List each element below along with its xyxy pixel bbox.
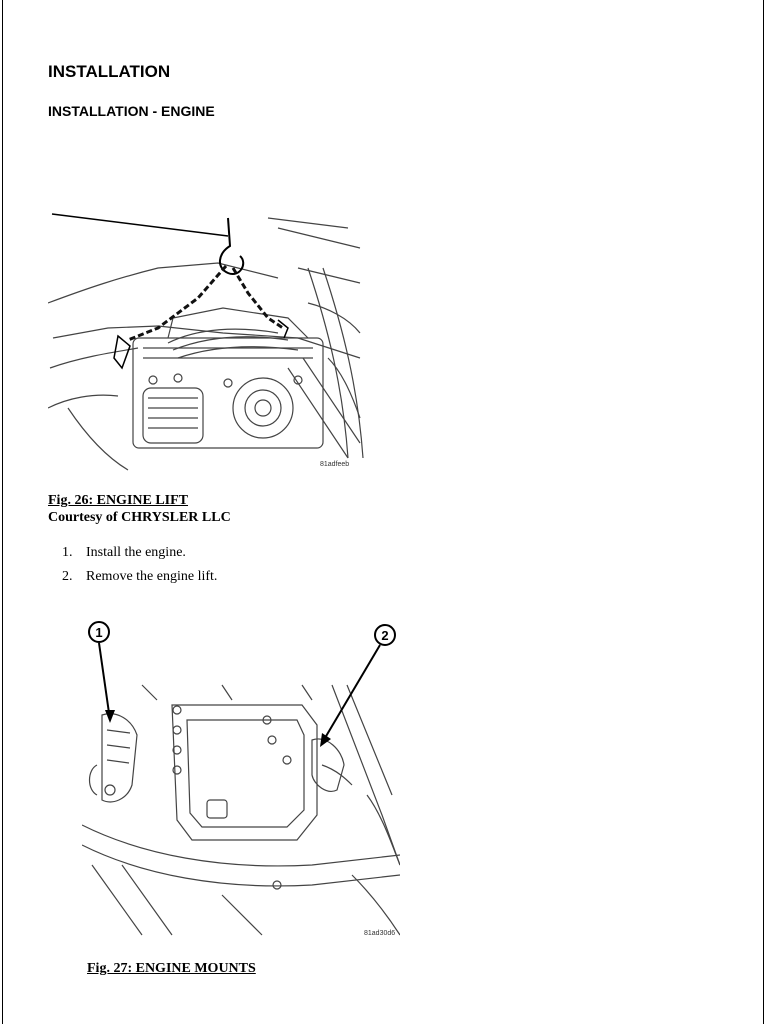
engine-mounts-figure xyxy=(82,615,400,940)
callout-2-label: 2 xyxy=(381,628,389,643)
figure1-caption-block xyxy=(48,492,231,526)
figure2-image-code: 81ad30d6 xyxy=(364,930,396,937)
engine-lift-illustration xyxy=(48,208,368,473)
step-text: Remove the engine lift. xyxy=(86,569,218,584)
page-right-border xyxy=(763,0,764,1024)
subsection-title: INSTALLATION - ENGINE xyxy=(48,103,215,119)
callout-1-label: 1 xyxy=(95,625,103,640)
step-number: 1. xyxy=(62,545,73,560)
step-number: 2. xyxy=(62,569,73,584)
figure2-caption-block xyxy=(87,960,256,977)
figure1-image-code: 81adfeeb xyxy=(320,461,350,468)
step-text: Install the engine. xyxy=(86,545,186,560)
figure1-caption: Fig. 26: ENGINE LIFT xyxy=(48,493,189,508)
installation-steps xyxy=(62,545,217,593)
step-item xyxy=(62,569,217,593)
step-item xyxy=(62,545,217,569)
engine-mounts-illustration xyxy=(82,615,400,940)
section-title: INSTALLATION xyxy=(48,62,171,81)
engine-lift-figure xyxy=(48,208,368,473)
figure1-credit: Courtesy of CHRYSLER LLC xyxy=(48,510,231,525)
page-left-border xyxy=(2,0,3,1024)
figure2-caption: Fig. 27: ENGINE MOUNTS xyxy=(87,961,256,976)
